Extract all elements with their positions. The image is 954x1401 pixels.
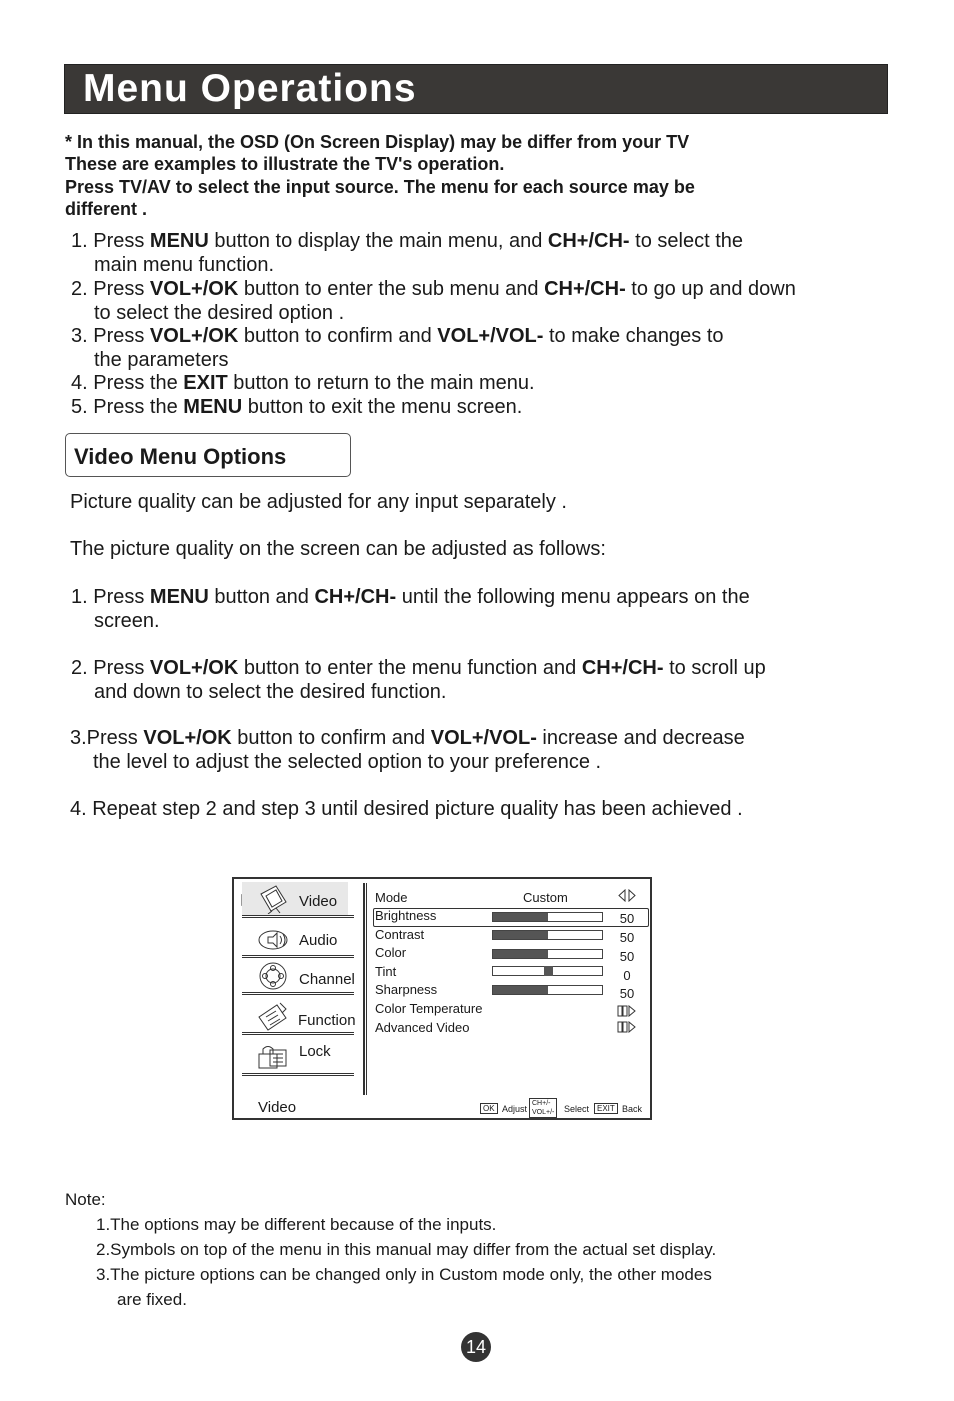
setting-label: Sharpness: [375, 982, 438, 997]
note-item-continuation: are fixed.: [117, 1290, 187, 1309]
step-text: button to display the main menu, and: [208, 230, 548, 252]
note-item: 3.The picture options can be changed only in Custom mode only, the other modes: [96, 1265, 712, 1284]
setting-label: Color: [375, 945, 407, 960]
step-continuation: to select the desired option .: [94, 301, 345, 324]
setting-label: Color Temperature: [375, 1001, 483, 1016]
left-right-arrows-icon: [617, 889, 637, 902]
intro-text: The picture quality on the screen can be adjusted as follows:: [70, 538, 606, 560]
osd-item-label: Function: [298, 1012, 356, 1029]
setting-value: 50: [619, 986, 635, 1001]
enter-submenu-icon: [617, 1021, 637, 1033]
lock-icon: [256, 1044, 290, 1074]
page-number: 14: [461, 1332, 491, 1362]
section-heading-box: [65, 433, 351, 477]
step-continuation: main menu function.: [94, 253, 275, 276]
color-slider: [492, 949, 603, 959]
step-text: 3. Press: [71, 325, 150, 347]
key-label: VOL+/OK: [143, 727, 232, 749]
step-text: button to return to the main menu.: [227, 372, 535, 394]
note-section: [65, 1187, 716, 1312]
step-text: 4. Press the: [71, 372, 184, 394]
setting-label: Tint: [375, 964, 397, 979]
video-icon: [256, 884, 290, 914]
key-label: VOL+/VOL-: [430, 727, 537, 749]
video-step-4: [70, 798, 743, 822]
osd-item-label: Video: [299, 893, 338, 910]
ok-key: OK: [480, 1103, 498, 1114]
osd-menu: [232, 877, 652, 1120]
key-label: VOL+/OK: [149, 325, 239, 347]
disclaimer-line: different .: [65, 198, 148, 219]
step-text: button to exit the menu screen.: [242, 396, 523, 418]
disclaimer: [65, 131, 895, 220]
osd-item-label: Audio: [299, 932, 338, 949]
sharpness-slider: [492, 985, 603, 995]
step-continuation: screen.: [94, 609, 160, 632]
disclaimer-line: These are examples to illustrate the TV's operation.: [65, 154, 505, 175]
audio-icon: [256, 924, 290, 954]
adjust-hint: Adjust: [502, 1104, 528, 1114]
step-text: button to confirm and: [231, 727, 431, 749]
key-label: VOL+/OK: [149, 657, 239, 679]
note-item: 2.Symbols on top of the menu in this manual may differ from the actual set display.: [96, 1240, 717, 1259]
note-heading: Note:: [65, 1190, 106, 1209]
mode-label: Mode: [375, 890, 408, 905]
step-continuation: and down to select the desired function.: [94, 680, 447, 703]
step-text: to scroll up: [663, 657, 766, 679]
osd-item-channel: [242, 959, 354, 995]
setting-label: Advanced Video: [375, 1020, 470, 1035]
back-hint: Back: [622, 1104, 643, 1114]
step-4: [71, 372, 535, 396]
tint-slider: [492, 966, 603, 976]
step-3: [71, 325, 724, 372]
step-text: increase and decrease: [536, 727, 745, 749]
step-text: 2. Press: [71, 278, 150, 300]
osd-item-label: Channel: [299, 971, 355, 988]
osd-menu-sidebar: [234, 879, 362, 1091]
key-label: CH+/CH-: [314, 586, 397, 608]
exit-key: EXIT: [594, 1103, 618, 1114]
step-text: 5. Press the: [71, 396, 184, 418]
step-5: [71, 396, 522, 420]
key-label: VOL+/OK: [149, 278, 239, 300]
key-line: VOL+/-: [532, 1109, 555, 1116]
disclaimer-line: * In this manual, the OSD (On Screen Display) may be differ from your TV: [65, 132, 690, 152]
step-text: to make changes to: [543, 325, 724, 347]
osd-item-audio: [242, 922, 354, 958]
step-1: [71, 230, 743, 277]
osd-divider: [363, 883, 367, 1095]
mode-value: Custom: [523, 890, 568, 905]
key-line: CH+/-: [532, 1100, 551, 1107]
setting-value: 50: [619, 949, 635, 964]
key-label: MENU: [149, 230, 209, 252]
step-text: to select the: [629, 230, 743, 252]
step-text: button to confirm and: [238, 325, 438, 347]
osd-item-label: Lock: [299, 1043, 331, 1060]
setting-value: 50: [619, 911, 635, 926]
function-icon: [256, 1001, 290, 1031]
step-continuation: the parameters: [94, 348, 229, 371]
osd-item-lock: [242, 1036, 354, 1076]
brightness-slider: [492, 912, 603, 922]
step-text: 2. Press: [71, 657, 150, 679]
select-hint: Select: [564, 1104, 590, 1114]
step-text: button to enter the menu function and: [238, 657, 582, 679]
step-continuation: the level to adjust the selected option to your preference .: [93, 750, 602, 773]
step-text: 1. Press: [71, 586, 150, 608]
disclaimer-line: Press TV/AV to select the input source. The menu for each source may be: [65, 176, 695, 197]
page-title: Menu Operations: [83, 67, 417, 110]
contrast-slider: [492, 930, 603, 940]
ch-vol-key: [529, 1098, 557, 1118]
key-label: CH+/CH-: [581, 657, 664, 679]
intro-text: Picture quality can be adjusted for any input separately .: [70, 491, 567, 513]
key-label: EXIT: [183, 372, 228, 394]
key-label: MENU: [183, 396, 243, 418]
step-text: button and: [208, 586, 315, 608]
setting-value: 0: [623, 968, 631, 983]
osd-footer-label: Video: [258, 1099, 297, 1116]
title-bar: [64, 64, 888, 114]
step-text: until the following menu appears on the: [396, 586, 750, 608]
key-label: CH+/CH-: [544, 278, 626, 300]
setting-value: 50: [619, 930, 635, 945]
step-text: 4. Repeat step 2 and step 3 until desired picture quality has been achieved .: [70, 798, 743, 820]
channel-icon: [256, 961, 290, 991]
step-2: [71, 278, 796, 325]
section-heading: Video Menu Options: [74, 444, 287, 469]
osd-item-video: [242, 882, 354, 918]
video-step-1: [71, 586, 750, 633]
step-text: 1. Press: [71, 230, 150, 252]
setting-label: Brightness: [375, 908, 437, 923]
osd-item-function: [242, 999, 354, 1035]
key-label: MENU: [149, 586, 209, 608]
key-label: CH+/CH-: [547, 230, 630, 252]
video-step-3: [70, 727, 745, 774]
step-text: to go up and down: [625, 278, 796, 300]
step-text: 3.Press: [70, 727, 144, 749]
setting-label: Contrast: [375, 927, 425, 942]
enter-submenu-icon: [617, 1005, 637, 1017]
video-step-2: [71, 657, 766, 704]
key-label: VOL+/VOL-: [437, 325, 544, 347]
note-item: 1.The options may be different because of the inputs.: [96, 1215, 497, 1234]
step-text: button to enter the sub menu and: [238, 278, 545, 300]
